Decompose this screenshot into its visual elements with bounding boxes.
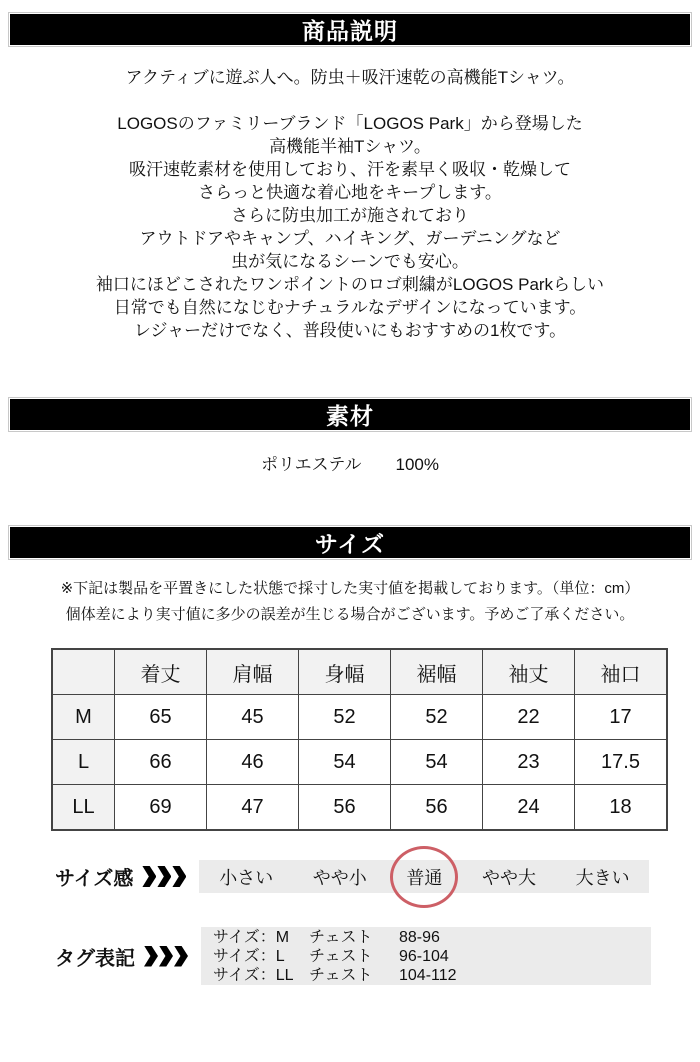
table-cell: 69 <box>115 785 207 831</box>
row-label: LL <box>52 785 115 831</box>
table-cell: 52 <box>299 695 391 740</box>
description-line: 袖口にほどこされたワンポイントのロゴ刺繍がLOGOS Parkらしい <box>95 275 605 294</box>
table-cell: 23 <box>483 740 575 785</box>
table-cell: 17.5 <box>575 740 668 785</box>
fit-option-normal-selected <box>406 864 442 890</box>
tag-chest-value: 88-96 <box>399 928 440 946</box>
size-fit-row <box>55 860 700 893</box>
tag-line-m <box>201 928 651 947</box>
triple-chevron-icon <box>144 946 189 967</box>
table-cell: 56 <box>391 785 483 831</box>
table-cell: 46 <box>207 740 299 785</box>
description-line: 日常でも自然になじむナチュラルなデザインになっています。 <box>113 298 587 317</box>
table-cell: 54 <box>299 740 391 785</box>
tag-chest-value: 96-104 <box>399 947 449 965</box>
table-header-cell-cuff: 袖口 <box>575 649 668 695</box>
tag-chest-value: 104-112 <box>399 966 457 984</box>
chevron-right-icon <box>144 946 158 967</box>
table-cell: 47 <box>207 785 299 831</box>
fit-option-slightly-small: やや小 <box>312 867 367 888</box>
table-cell: 45 <box>207 695 299 740</box>
size-table-row-m <box>52 695 667 740</box>
tag-size: サイズ：L <box>213 947 285 965</box>
description-line: 吸汗速乾素材を使用しており、汗を素早く吸収・乾燥して <box>129 160 571 179</box>
tag-notation-row <box>55 927 700 985</box>
tag-line-l <box>201 947 651 966</box>
tag-line-ll <box>201 966 651 985</box>
material-value: ポリエステル 100% <box>261 455 439 474</box>
description-line: さらに防虫加工が施されており <box>231 206 469 225</box>
tag-chest-label: チェスト <box>309 966 373 984</box>
size-notes <box>0 576 700 628</box>
description-paragraph <box>0 112 700 342</box>
tag-band <box>201 927 651 985</box>
table-cell: 22 <box>483 695 575 740</box>
table-cell: 52 <box>391 695 483 740</box>
chevron-right-icon <box>157 866 171 887</box>
description-line: 高機能半袖Tシャツ。 <box>269 137 431 156</box>
table-cell: 18 <box>575 785 668 831</box>
tag-chest-label: チェスト <box>309 947 373 965</box>
chevron-right-icon <box>142 866 156 887</box>
fit-option-large: 大きい <box>575 867 630 888</box>
section-title-description: 商品説明 <box>302 18 398 44</box>
chevron-right-icon <box>172 866 186 887</box>
size-note-line: ※下記は製品を平置きにした状態で採寸した実寸値を掲載しております。（単位：cm） <box>60 580 640 597</box>
table-header-cell-length: 着丈 <box>115 649 207 695</box>
table-cell: 54 <box>391 740 483 785</box>
size-note-line: 個体差により実寸値に多少の誤差が生じる場合がございます。予めご了承ください。 <box>65 606 635 623</box>
row-label: M <box>52 695 115 740</box>
section-header-material <box>8 397 692 432</box>
table-cell: 24 <box>483 785 575 831</box>
table-cell: 56 <box>299 785 391 831</box>
fit-label: サイズ感 <box>55 868 134 890</box>
size-table <box>51 648 668 831</box>
table-header-cell-body-width: 身幅 <box>299 649 391 695</box>
table-cell: 17 <box>575 695 668 740</box>
triple-chevron-icon <box>142 866 187 887</box>
description-line: さらっと快適な着心地をキープします。 <box>198 183 502 202</box>
row-label: L <box>52 740 115 785</box>
fit-options-band <box>199 860 649 893</box>
section-header-size <box>8 525 692 560</box>
chevron-right-icon <box>159 946 173 967</box>
tag-label: タグ表記 <box>55 947 135 970</box>
fit-option-slightly-large: やや大 <box>481 867 536 888</box>
size-table-row-ll <box>52 785 667 831</box>
section-header-description <box>8 12 692 47</box>
section-title-size: サイズ <box>314 531 386 557</box>
table-header-cell-hem-width: 裾幅 <box>391 649 483 695</box>
description-tagline: アクティブに遊ぶ人へ。防虫＋吸汗速乾の高機能Tシャツ。 <box>125 68 575 87</box>
tag-size: サイズ：M <box>213 928 290 946</box>
description-line: LOGOSのファミリーブランド「LOGOS Park」から登場した <box>117 114 583 133</box>
chevron-right-icon <box>174 946 188 967</box>
table-header-cell-sleeve-length: 袖丈 <box>483 649 575 695</box>
description-line: アウトドアやキャンプ、ハイキング、ガーデニングなど <box>139 229 561 248</box>
tag-size: サイズ：LL <box>213 966 294 984</box>
fit-option-small: 小さい <box>219 867 274 888</box>
section-title-material: 素材 <box>326 403 374 429</box>
size-table-header-row <box>52 649 667 695</box>
size-table-row-l <box>52 740 667 785</box>
table-header-cell-shoulder: 肩幅 <box>207 649 299 695</box>
tag-chest-label: チェスト <box>309 928 373 946</box>
table-header-cell-empty <box>52 649 115 695</box>
table-cell: 65 <box>115 695 207 740</box>
description-line: レジャーだけでなく、普段使いにもおすすめの1枚です。 <box>133 321 567 340</box>
fit-option-label: 普通 <box>406 867 443 888</box>
table-cell: 66 <box>115 740 207 785</box>
description-line: 虫が気になるシーンでも安心。 <box>231 252 469 271</box>
